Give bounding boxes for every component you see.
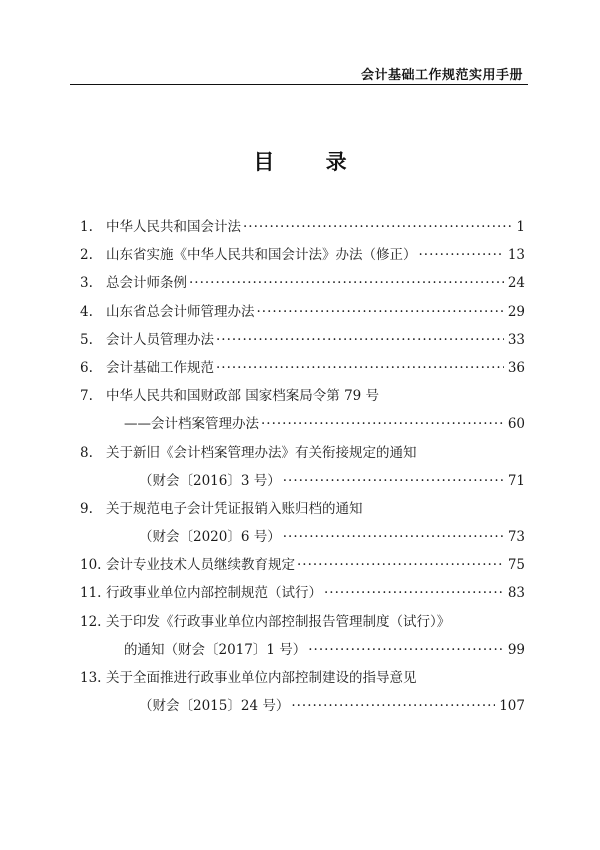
dot-leader: [216, 354, 504, 382]
toc-entry[interactable]: [80, 241, 525, 269]
dot-leader: [257, 298, 504, 326]
dot-leader: [189, 269, 504, 297]
toc-entry-continuation[interactable]: [80, 523, 525, 551]
toc-entry-continuation[interactable]: [80, 636, 525, 664]
dot-leader: [419, 241, 504, 269]
toc-entry-number: 13.: [80, 670, 102, 686]
dot-leader: [308, 636, 504, 664]
toc-entry-number: 6.: [80, 359, 93, 376]
dot-leader: [216, 326, 504, 354]
toc-entry[interactable]: [80, 213, 525, 241]
toc-entry[interactable]: [80, 269, 525, 297]
toc-entry[interactable]: [80, 664, 525, 692]
toc-entry[interactable]: [80, 551, 525, 579]
toc-entry-title: 关于印发《行政事业单位内部控制报告管理制度（试行）》: [106, 613, 451, 630]
toc-entry-number: 3.: [80, 275, 93, 292]
toc-entry-continuation[interactable]: [80, 692, 525, 720]
toc-entry-number: 11.: [80, 585, 102, 602]
toc-entry-number: 10.: [80, 557, 102, 574]
toc-entry-subtitle: 的通知（财会〔2017〕1 号）: [124, 641, 307, 658]
toc-entry-number: 12.: [80, 613, 102, 630]
toc-entry-number: 1.: [80, 219, 93, 235]
toc-entry[interactable]: [80, 495, 525, 523]
toc-entry-subtitle: （财会〔2020〕6 号）: [139, 529, 281, 546]
toc-entry-title: 山东省总会计师管理办法: [106, 303, 255, 320]
toc-entry-page: 24: [507, 275, 525, 292]
toc-entry-number: 7.: [80, 388, 93, 405]
dot-leader: [261, 410, 504, 438]
toc-entry-page: 1: [516, 219, 525, 235]
dot-leader: [283, 467, 504, 495]
toc-entry-title: 中华人民共和国财政部 国家档案局令第 79 号: [106, 388, 380, 405]
header-rule: [70, 84, 528, 85]
toc-entry-page: 83: [507, 585, 525, 602]
toc-entry-title: 山东省实施《中华人民共和国会计法》办法（修正）: [106, 247, 417, 264]
toc-entry-number: 8.: [80, 444, 93, 461]
toc-entry-continuation[interactable]: [80, 467, 525, 495]
toc-entry-title: 总会计师条例: [106, 275, 187, 292]
toc-entry-page: 71: [507, 472, 525, 489]
book-title: 会计基础工作规范实用手册: [360, 68, 523, 83]
toc-entry-title: 关于规范电子会计凭证报销入账归档的通知: [106, 500, 363, 517]
toc-entry-number: 4.: [80, 303, 93, 320]
toc-entry-number: 2.: [80, 247, 93, 264]
toc-entry[interactable]: [80, 608, 525, 636]
toc-entry-title: 会计专业技术人员继续教育规定: [106, 557, 295, 574]
dot-leader: [297, 551, 504, 579]
toc-entry-subtitle: （财会〔2015〕24 号）: [139, 698, 290, 715]
toc-entry-number: 5.: [80, 331, 93, 348]
toc-entry-title: 行政事业单位内部控制规范（试行）: [106, 585, 322, 602]
toc-entry[interactable]: [80, 326, 525, 354]
toc-entry[interactable]: [80, 298, 525, 326]
toc-entry-page: 75: [507, 557, 525, 574]
dot-leader: [324, 579, 504, 607]
toc-entry-title: 关于新旧《会计档案管理办法》有关衔接规定的通知: [106, 444, 417, 461]
toc-entry-page: 73: [507, 529, 525, 546]
dot-leader: [291, 692, 495, 720]
toc-entry-page: 33: [507, 331, 525, 348]
toc-entry-page: 107: [499, 698, 525, 715]
table-of-contents: [80, 213, 525, 720]
toc-entry-subtitle: ——会计档案管理办法: [124, 416, 259, 433]
toc-entry-page: 36: [507, 359, 525, 376]
toc-entry-subtitle: （财会〔2016〕3 号）: [139, 472, 281, 489]
dot-leader: [283, 523, 504, 551]
toc-entry-page: 13: [507, 247, 525, 264]
toc-entry-page: 29: [507, 303, 525, 320]
toc-entry-title: 会计人员管理办法: [106, 331, 214, 348]
toc-entry[interactable]: [80, 382, 525, 410]
toc-entry-continuation[interactable]: [80, 410, 525, 438]
toc-entry-title: 中华人民共和国会计法: [106, 219, 241, 235]
toc-entry[interactable]: [80, 354, 525, 382]
toc-entry-page: 99: [507, 641, 525, 658]
toc-entry-page: 60: [507, 416, 525, 433]
toc-entry-title: 关于全面推进行政事业单位内部控制建设的指导意见: [106, 670, 417, 686]
toc-entry-number: 9.: [80, 500, 93, 517]
toc-entry[interactable]: [80, 439, 525, 467]
toc-title: 目 录: [253, 150, 369, 174]
toc-entry-title: 会计基础工作规范: [106, 359, 214, 376]
toc-entry[interactable]: [80, 579, 525, 607]
dot-leader: [243, 213, 512, 241]
